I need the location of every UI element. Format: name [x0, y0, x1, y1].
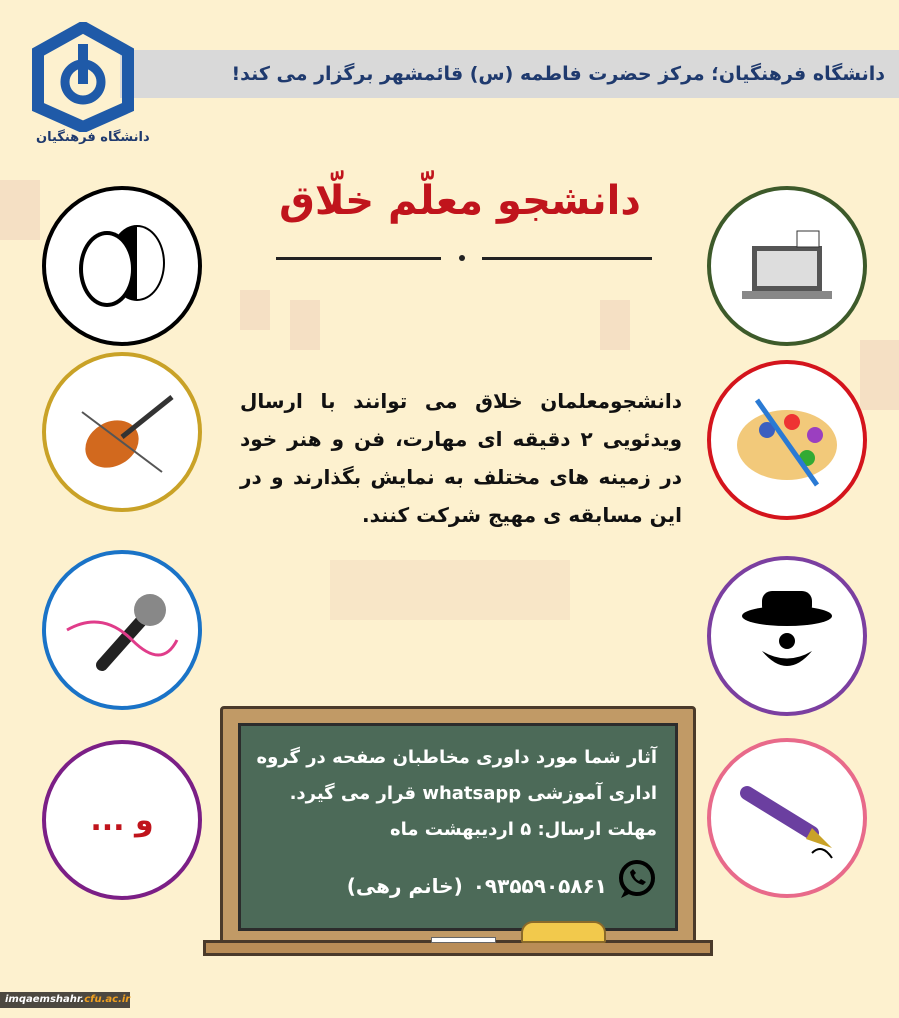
laptop-media-icon [707, 186, 867, 346]
microphone-icon [42, 550, 202, 710]
etc-label: و ... [90, 802, 154, 838]
etc-circle [42, 740, 202, 900]
footer-site-part2: cfu.ac.ir [84, 994, 131, 1005]
theater-masks-icon [42, 186, 202, 346]
board-line-2: اداری آموزشی whatsapp قرار می گیرد. [289, 783, 657, 804]
phone-number[interactable]: ۰۹۳۵۵۹۰۵۸۶۱ [472, 873, 607, 898]
poster-title: دانشجو معلّم خلّاق [279, 178, 641, 224]
clown-face-icon [707, 556, 867, 716]
divider-line [276, 257, 441, 260]
description-paragraph: دانشجومعلمان خلاق می توانند با ارسال ویدئویی ۲ دقیقه ای مهارت، فن و هنر خود در زمینه های مختلف به نمایش بگذارند و در این مسابقه ی مهیج شرکت کنند. [240, 389, 683, 527]
footer-site-part1: imqaemshahr. [5, 994, 85, 1005]
board-line-1: آثار شما مورد داوری مخاطبان صفحه در گروه [256, 747, 657, 768]
paint-palette-icon [707, 360, 867, 520]
divider-dot [459, 255, 465, 261]
violin-icon [42, 352, 202, 512]
board-line-3: مهلت ارسال: ۵ اردیبهشت ماه [390, 819, 657, 840]
contact-row [251, 860, 657, 911]
divider-line [482, 257, 652, 260]
fountain-pen-icon [707, 738, 867, 898]
contact-name: (خانم رهی) [346, 873, 463, 898]
eraser-sponge-icon [521, 921, 606, 943]
website-footer[interactable] [0, 992, 130, 1008]
chalkboard [220, 706, 696, 946]
header-banner: دانشگاه فرهنگیان؛ مرکز حضرت فاطمه (س) قائمشهر برگزار می کند! [120, 50, 899, 98]
whatsapp-icon [617, 860, 657, 911]
logo-caption: دانشگاه فرهنگیان [36, 130, 150, 145]
chalkboard-ledge [203, 940, 713, 956]
chalk-icon [431, 937, 496, 943]
